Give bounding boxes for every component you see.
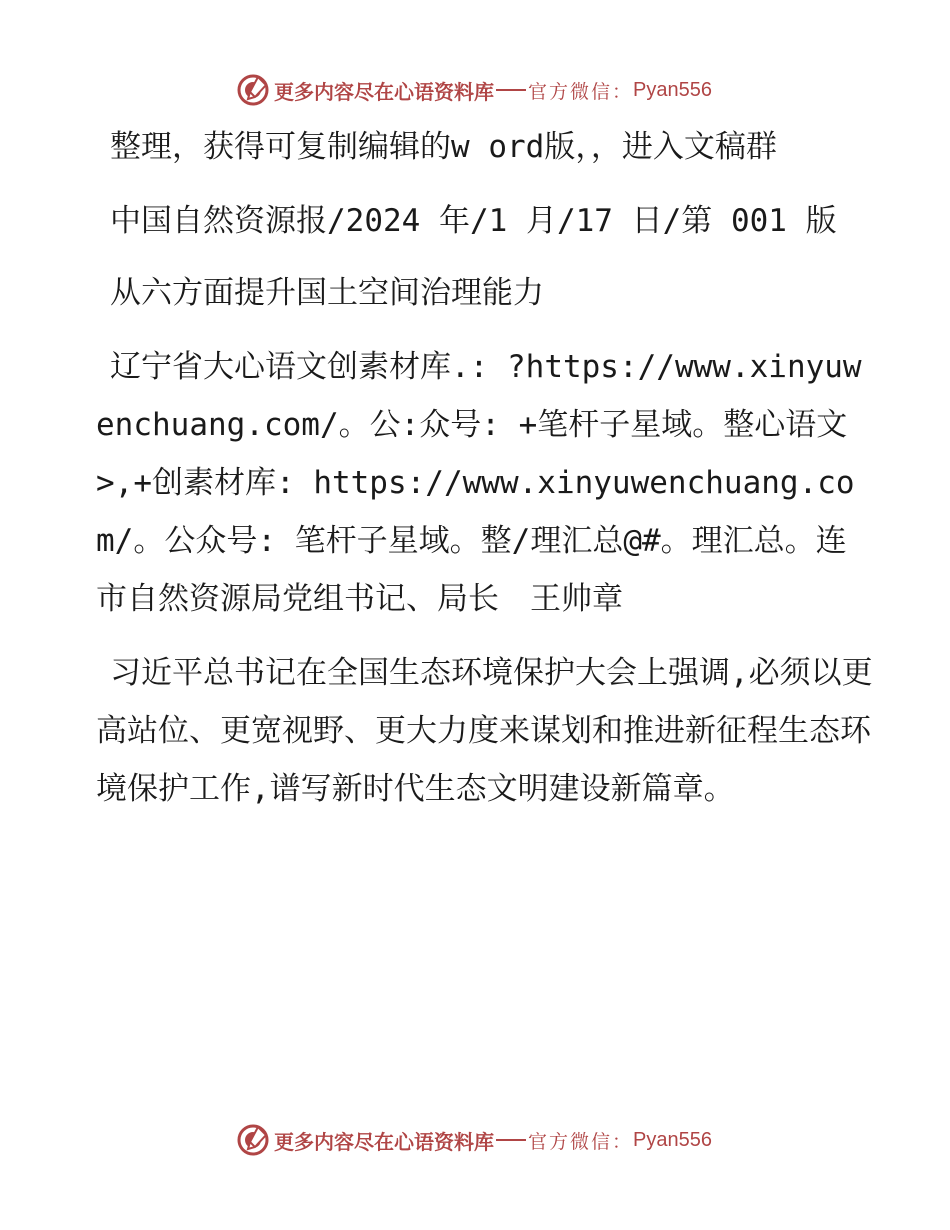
body-paragraph: 习近平总书记在全国生态环境保护大会上强调,必须以更高站位、更宽视野、更大力度来谋划和推进新征程生态环境保护工作,谱写新时代生态文明建设新篇章。 <box>96 655 873 807</box>
author-paragraph: 辽宁省大心语文创素材库.: ?https://www.xinyuwenchuang.com/。公:众号: +笔杆子星域。整心语文>,+创素材库: https://www.xinyuwenchuang.com/。公众号: 笔杆子星域。整/理汇总@#。理汇总。连市自然资源局党组书记、局长 王帅章 <box>96 349 862 617</box>
footer-watermark <box>236 1122 712 1158</box>
watermark-dash <box>496 1139 526 1141</box>
document-body <box>96 118 876 834</box>
header-watermark <box>236 72 712 108</box>
article-title: 从六方面提升国土空间治理能力 <box>110 275 544 311</box>
watermark-sub-text: 官方微信： <box>528 1130 634 1153</box>
watermark-dash <box>496 89 526 91</box>
pen-logo-icon <box>236 1123 270 1157</box>
watermark-sub-text: 官方微信： <box>528 80 634 103</box>
watermark-id-text: Pyan556 <box>633 1128 712 1151</box>
watermark-main-text: 更多内容尽在心语资料库 <box>274 1129 494 1154</box>
watermark-id-text: Pyan556 <box>633 78 712 101</box>
intro-paragraph: 整理，获得可复制编辑的w ord版，，进入文稿群 <box>110 129 777 165</box>
watermark-main-text: 更多内容尽在心语资料库 <box>274 79 494 104</box>
source-line: 中国自然资源报/2024 年/1 月/17 日/第 001 版 <box>110 203 837 239</box>
pen-logo-icon <box>236 73 270 107</box>
